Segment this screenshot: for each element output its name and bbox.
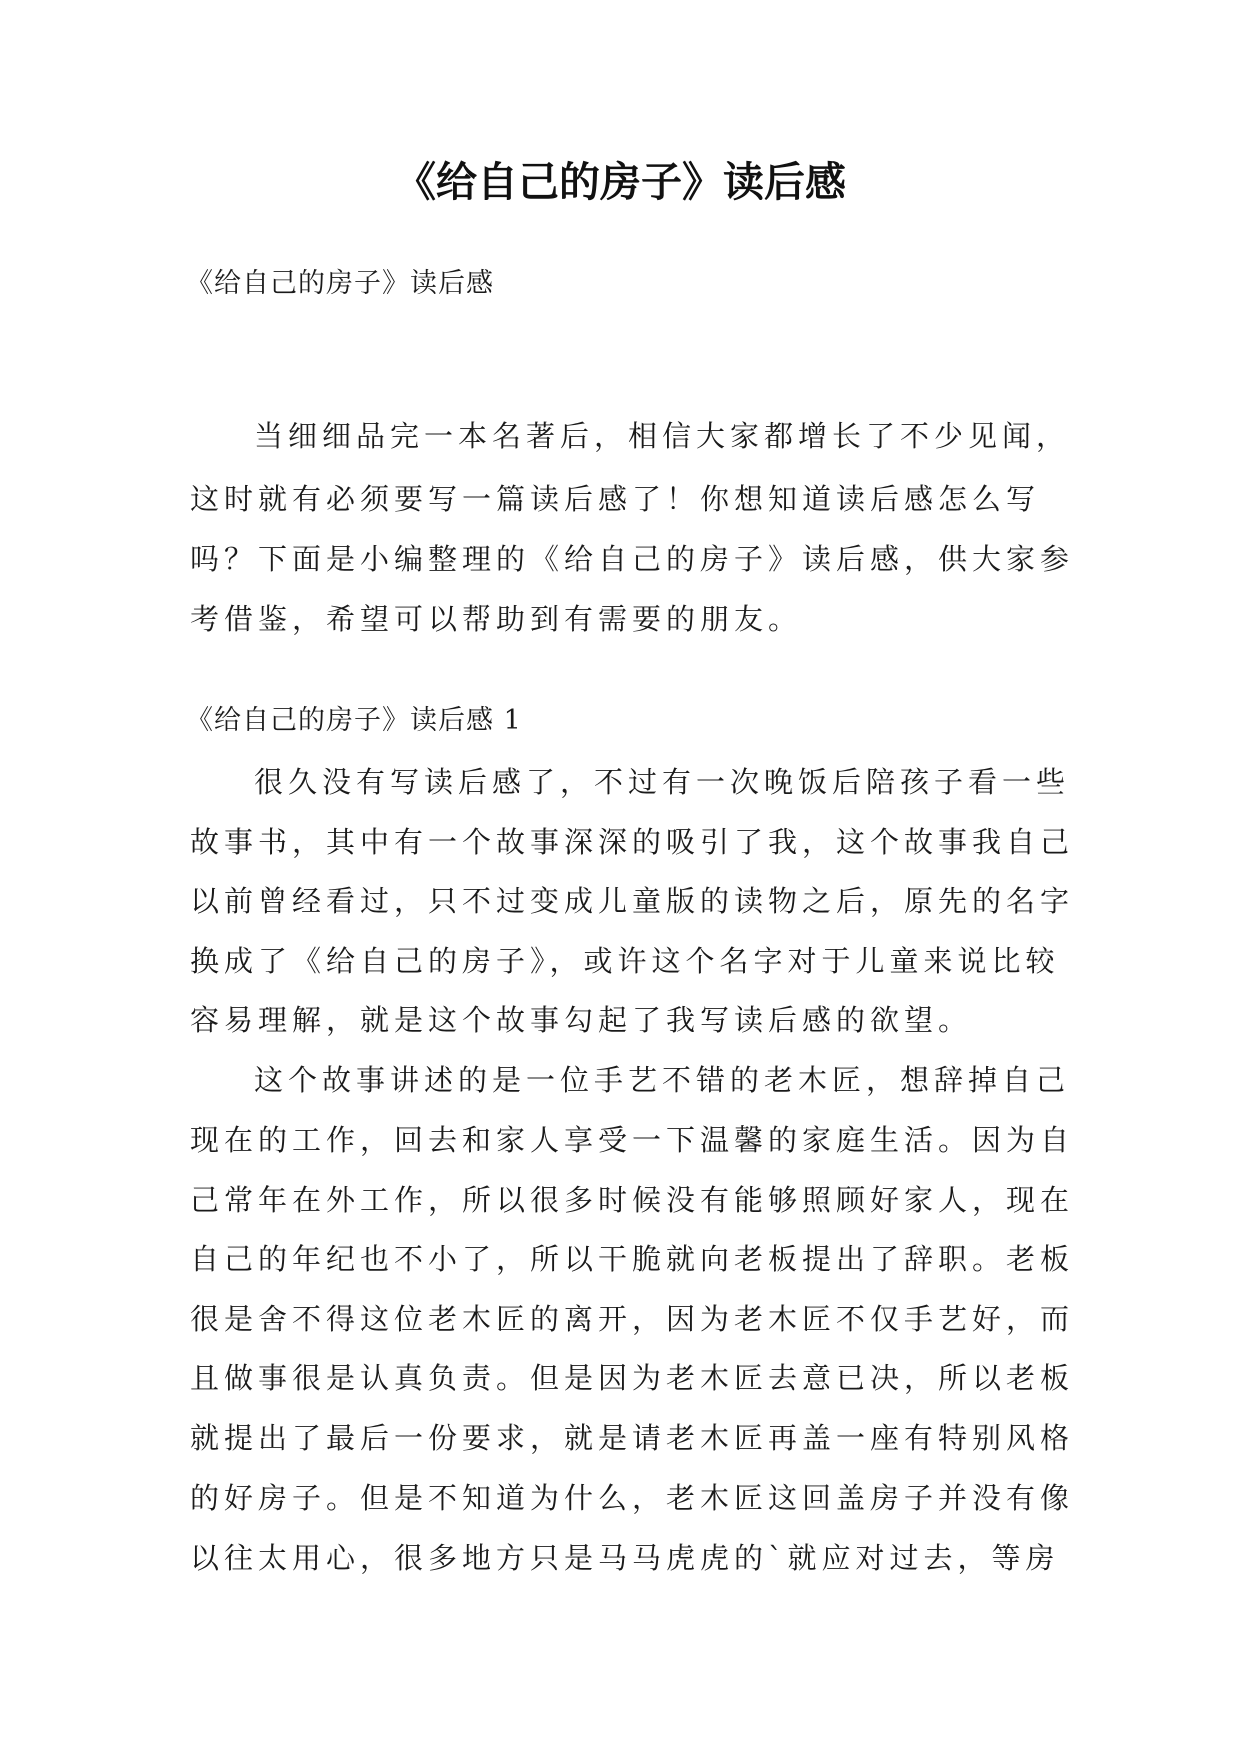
paragraph-line: 以往太用心，很多地方只是马马虎虎的`就应对过去，等房: [190, 1541, 1060, 1575]
paragraph-line: 这个故事讲述的是一位手艺不错的老木匠，想辞掉自己: [254, 1063, 1071, 1097]
paragraph-line: 且做事很是认真负责。但是因为老木匠去意已决，所以老板: [190, 1361, 1075, 1395]
paragraph-line: 容易理解，就是这个故事勾起了我写读后感的欲望。: [190, 1003, 973, 1037]
paragraph-line: 己常年在外工作，所以很多时候没有能够照顾好家人，现在: [190, 1183, 1075, 1217]
paragraph-line: 就提出了最后一份要求，就是请老木匠再盖一座有特别风格: [190, 1421, 1075, 1455]
paragraph-line: 换成了《给自己的房子》，或许这个名字对于儿童来说比较: [190, 944, 1060, 978]
paragraph-line: 很是舍不得这位老木匠的离开，因为老木匠不仅手艺好，而: [190, 1302, 1075, 1336]
intro-line: 考借鉴，希望可以帮助到有需要的朋友。: [190, 602, 803, 636]
section-heading: 《给自己的房子》读后感 1: [186, 705, 522, 736]
document-title: 《给自己的房子》读后感: [395, 158, 846, 206]
paragraph-line: 现在的工作，回去和家人享受一下温馨的家庭生活。因为自: [190, 1123, 1075, 1157]
intro-line: 吗？下面是小编整理的《给自己的房子》读后感，供大家参: [190, 542, 1075, 576]
paragraph-line: 故事书，其中有一个故事深深的吸引了我，这个故事我自己: [190, 825, 1075, 859]
document-subtitle: 《给自己的房子》读后感: [186, 268, 494, 299]
paragraph-line: 很久没有写读后感了，不过有一次晚饭后陪孩子看一些: [254, 765, 1071, 799]
paragraph-line: 的好房子。但是不知道为什么，老木匠这回盖房子并没有像: [190, 1481, 1075, 1515]
paragraph-line: 自己的年纪也不小了，所以干脆就向老板提出了辞职。老板: [190, 1242, 1075, 1276]
intro-line: 当细细品完一本名著后，相信大家都增长了不少见闻，: [254, 419, 1071, 453]
paragraph-line: 以前曾经看过，只不过变成儿童版的读物之后，原先的名字: [190, 884, 1075, 918]
intro-line: 这时就有必须要写一篇读后感了！你想知道读后感怎么写: [190, 482, 1041, 516]
